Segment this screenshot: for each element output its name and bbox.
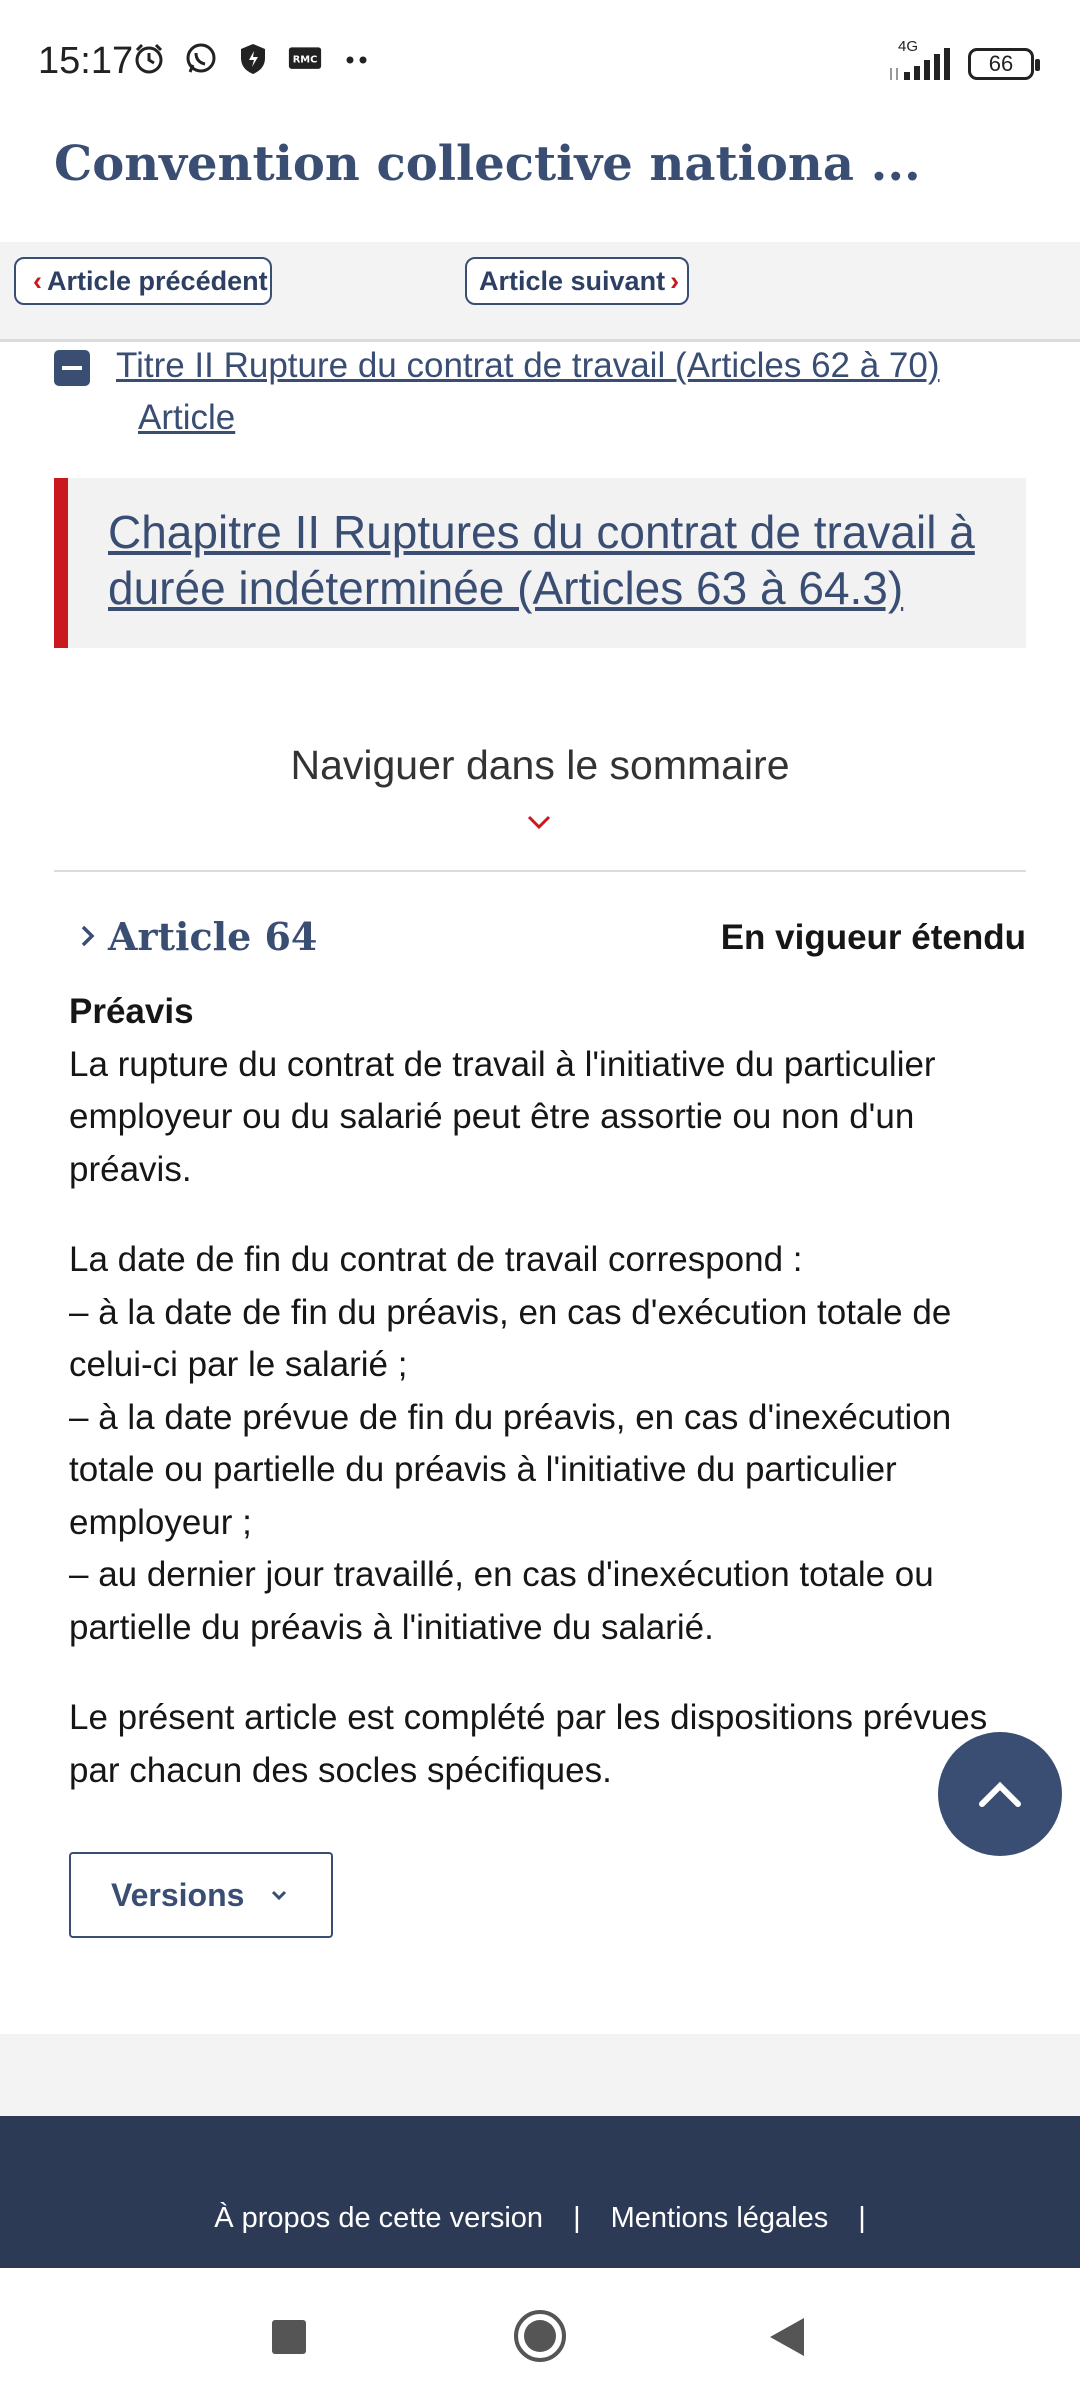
article-paragraph: Le présent article est complété par les dispositions prévues par chacun des socles spécifiques. (69, 1698, 988, 1790)
chevron-down-icon[interactable] (526, 812, 552, 832)
collapse-minus-icon[interactable] (54, 350, 90, 386)
previous-article-label: Article précédent (47, 265, 268, 296)
svg-text:RMC: RMC (292, 54, 318, 66)
signal-icon (888, 38, 954, 84)
status-time: 15:17 (38, 40, 134, 82)
home-icon[interactable] (514, 2310, 566, 2362)
page-title: Convention collective nationa ... (54, 136, 921, 192)
status-bar (0, 0, 1080, 120)
network-type: 4G (898, 38, 919, 55)
chapter-box (54, 478, 1026, 648)
chapter-link[interactable]: Chapitre II Ruptures du contrat de travail à durée indéterminée (Articles 63 à 64.3) (108, 506, 975, 614)
versions-dropdown-button[interactable] (69, 1852, 333, 1938)
chevron-right-icon: › (670, 265, 680, 296)
article-title: Article 64 (108, 914, 318, 959)
back-to-top-button[interactable] (938, 1732, 1062, 1856)
article-line: – à la date de fin du préavis, en cas d'exécution totale de celui-ci par le salarié ; (69, 1292, 952, 1384)
summary-navigation-label: Naviguer dans le sommaire (290, 742, 790, 788)
rmc-icon (288, 42, 322, 76)
footer-separator: | (858, 2202, 866, 2234)
shield-icon (236, 42, 270, 76)
article-header (54, 910, 1026, 970)
article-link[interactable]: Article (138, 398, 236, 437)
summary-navigation-toggle[interactable] (0, 742, 1080, 789)
article-body (69, 986, 1029, 1835)
battery-icon (968, 48, 1034, 80)
more-dots-icon (340, 42, 374, 76)
article-status: En vigueur étendu (720, 918, 1026, 957)
next-article-button[interactable] (465, 257, 689, 305)
divider (54, 870, 1026, 872)
chevron-left-icon: ‹ (33, 265, 42, 296)
footer-spacer (0, 2034, 1080, 2116)
app-header (0, 120, 1080, 242)
back-icon[interactable] (770, 2318, 804, 2356)
recent-apps-icon[interactable] (272, 2320, 306, 2354)
article-line: – au dernier jour travaillé, en cas d'inexécution totale ou partielle du préavis à l'initiative du salarié. (69, 1555, 934, 1647)
notification-icons (132, 42, 374, 76)
footer-links (0, 2202, 1080, 2235)
footer (0, 2116, 1080, 2268)
article-paragraph-list (69, 1234, 1029, 1654)
battery-level: 66 (988, 51, 1014, 76)
chevron-up-icon (976, 1779, 1024, 1809)
chevron-right-icon[interactable] (80, 924, 96, 948)
android-navigation-bar (0, 2268, 1080, 2400)
title-link[interactable]: Titre II Rupture du contrat de travail (Articles 62 à 70) (116, 346, 940, 385)
article-paragraph: La rupture du contrat de travail à l'initiative du particulier employeur ou du salarié peut être assortie ou non d'un préavis. (69, 1044, 936, 1189)
whatsapp-icon (184, 42, 218, 76)
article-navigation (0, 242, 1080, 342)
next-article-label: Article suivant (479, 265, 666, 296)
article-line: La date de fin du contrat de travail correspond : (69, 1240, 803, 1279)
about-version-link[interactable]: À propos de cette version (214, 2202, 544, 2234)
article-heading: Préavis (69, 992, 194, 1031)
alarm-icon (132, 42, 166, 76)
system-status (888, 38, 1034, 84)
legal-mentions-link[interactable]: Mentions légales (610, 2202, 829, 2234)
previous-article-button[interactable] (14, 257, 272, 305)
footer-separator: | (573, 2202, 581, 2234)
versions-label: Versions (111, 1876, 245, 1913)
article-line: – à la date prévue de fin du préavis, en cas d'inexécution totale ou partielle du préavis à l'initiative du particulier employeur ; (69, 1397, 952, 1542)
chevron-down-icon (270, 1889, 288, 1901)
